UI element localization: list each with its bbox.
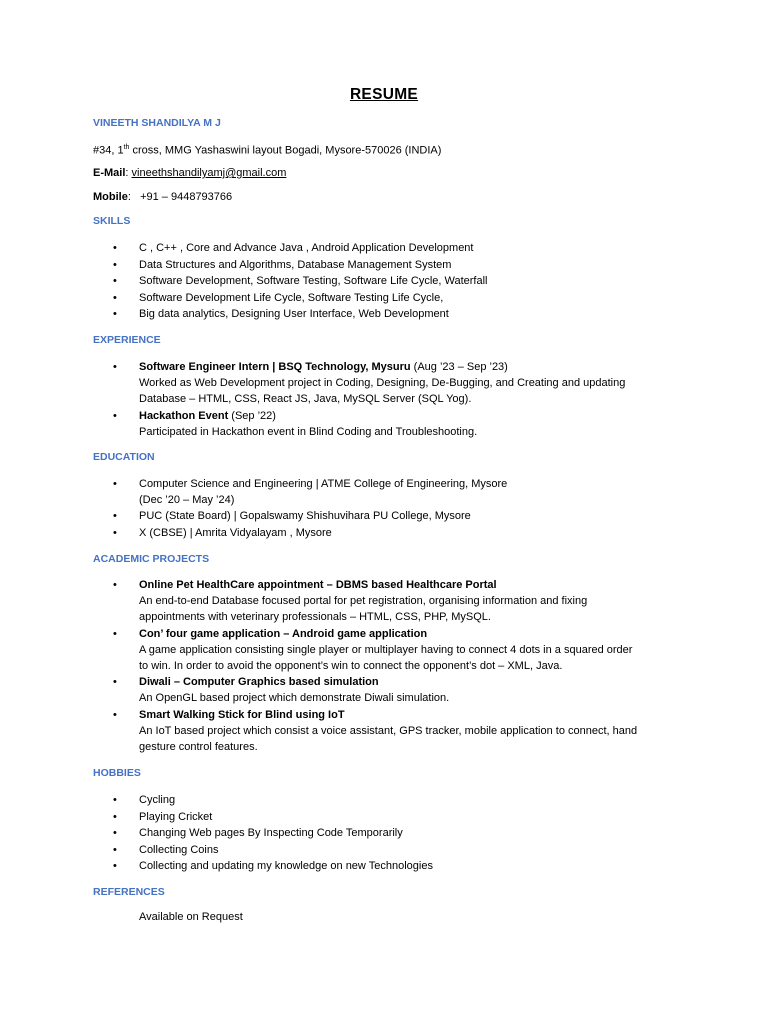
experience-dates: (Sep ’22) [228,409,276,422]
list-item [0,306,768,323]
bullet-icon: • [113,409,117,422]
list-item [0,257,768,274]
experience-dates: (Aug ’23 – Sep ’23) [410,361,508,373]
mobile-line: Mobile: +91 – 9448793766 [93,191,233,203]
list-item [0,809,768,826]
education-text: PUC (State Board) | Gopalswamy Shishuvihara PU College, Mysore [139,510,471,523]
education-text: X (CBSE) | Amrita Vidyalayam , Mysore [139,527,332,539]
experience-list [0,359,768,440]
list-item [0,359,768,408]
project-title: Diwali – Computer Graphics based simulation [139,676,379,689]
email-link[interactable]: vineethshandilyamj@gmail.com [131,167,287,179]
bullet-icon: • [113,708,117,721]
project-description: An OpenGL based project which demonstrate Diwali simulation. [139,692,450,705]
experience-description: Worked as Web Development project in Coding, Designing, De-Bugging, and Creating and updating [139,377,626,390]
mobile-number: +91 – 9448793766 [140,191,233,203]
list-item [0,792,768,809]
address-superscript: th [123,144,130,151]
education-dates: (Dec ’20 – May ’24) [139,494,235,507]
experience-description: Database – HTML, CSS, React JS, Java, MySQL Server (SQL Yog). [139,393,472,406]
list-item [0,674,768,706]
hobby-text: Cycling [139,794,176,806]
bullet-icon: • [113,361,117,373]
experience-description: Participated in Hackathon event in Blind Coding and Troubleshooting. [139,425,478,438]
bullet-icon: • [113,579,117,591]
project-description: A game application consisting single player or multiplayer having to connect 4 dots in a squared order [139,643,633,656]
references-heading: REFERENCES [93,886,165,898]
address-rest: cross, MMG Yashaswini layout Bogadi, Mysore-570026 (INDIA) [129,144,442,157]
resume-title: RESUME [349,86,419,103]
bullet-icon: • [113,794,117,806]
projects-list [0,577,768,755]
education-heading: EDUCATION [93,451,155,463]
bullet-icon: • [113,242,117,254]
skills-list [0,240,768,323]
bullet-icon: • [113,275,117,288]
bullet-icon: • [113,258,117,271]
list-item [0,508,768,525]
list-item [0,577,768,626]
list-item [0,290,768,307]
project-title: Smart Walking Stick for Blind using IoT [139,708,345,721]
hobbies-list [0,792,768,875]
bullet-icon: • [113,676,117,689]
bullet-icon: • [113,627,117,640]
list-item [0,476,768,508]
hobby-text: Collecting and updating my knowledge on new Technologies [139,860,433,873]
bullet-icon: • [113,527,117,539]
skill-text: Data Structures and Algorithms, Database Management System [139,258,452,271]
references-text: Available on Request [139,911,243,923]
project-description: to win. In order to avoid the opponent’s win to connect the opponent’s dot – XML, Java. [139,660,563,673]
hobbies-heading: HOBBIES [93,767,141,779]
skill-text: C , C++ , Core and Advance Java , Android Application Development [139,242,474,254]
bullet-icon: • [113,308,117,321]
bullet-icon: • [113,860,117,873]
list-item [0,525,768,542]
bullet-icon: • [113,291,117,304]
email-line: E-Mail: vineethshandilyamj@gmail.com [93,167,287,179]
address-line [93,141,441,158]
list-item [0,626,768,675]
list-item [0,707,768,756]
bullet-icon: • [113,810,117,823]
mobile-label: Mobile [93,191,128,203]
list-item [0,273,768,290]
experience-heading: EXPERIENCE [93,334,161,346]
project-title: Con’ four game application – Android game application [139,627,428,640]
project-description: appointments with veterinary professionals – HTML, CSS, PHP, MySQL. [139,611,491,624]
experience-title: Software Engineer Intern | BSQ Technology, Mysuru [139,361,411,373]
bullet-icon: • [113,843,117,856]
address-prefix: #34, 1 [93,144,124,157]
hobby-text: Collecting Coins [139,843,219,856]
projects-heading: ACADEMIC PROJECTS [93,553,210,565]
bullet-icon: • [113,827,117,840]
list-item [0,858,768,875]
project-description: An IoT based project which consist a voice assistant, GPS tracker, mobile application to connect, hand [139,724,638,737]
list-item [0,842,768,859]
education-list [0,476,768,542]
bullet-icon: • [113,510,117,523]
project-description: gesture control features. [139,741,258,754]
hobby-text: Playing Cricket [139,810,213,823]
project-title: Online Pet HealthCare appointment – DBMS based Healthcare Portal [139,579,497,591]
list-item [0,408,768,440]
skill-text: Software Development, Software Testing, Software Life Cycle, Waterfall [139,275,488,288]
bullet-icon: • [113,478,117,490]
skills-heading: SKILLS [93,215,131,227]
email-label: E-Mail [93,167,126,179]
skill-text: Big data analytics, Designing User Interface, Web Development [139,308,449,321]
candidate-name: VINEETH SHANDILYA M J [93,117,221,129]
hobby-text: Changing Web pages By Inspecting Code Temporarily [139,827,403,840]
list-item [0,240,768,257]
education-text: Computer Science and Engineering | ATME College of Engineering, Mysore [139,478,508,490]
skill-text: Software Development Life Cycle, Software Testing Life Cycle, [139,291,444,304]
list-item [0,825,768,842]
experience-title: Hackathon Event [139,409,229,422]
project-description: An end-to-end Database focused portal for pet registration, organising information and fixing [139,595,588,608]
